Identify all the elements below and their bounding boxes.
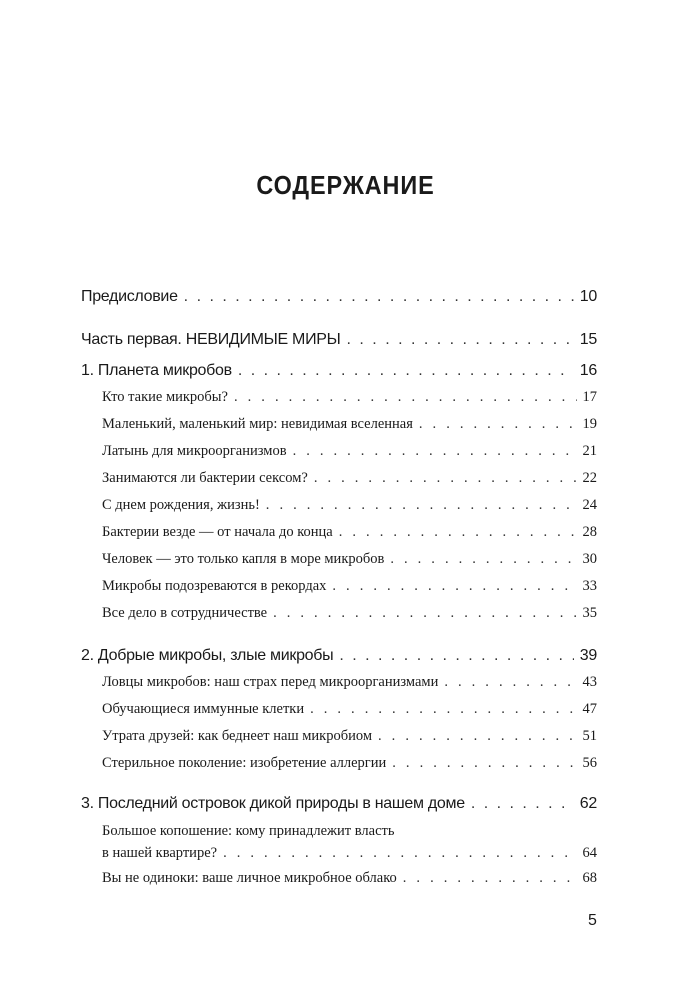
toc-subentry[interactable] [102, 443, 597, 460]
toc-entry-page: 19 [582, 416, 597, 432]
toc-entry-page: 43 [582, 674, 597, 690]
toc-subentry[interactable] [102, 524, 597, 541]
toc-entry-title: Обучающиеся иммунные клетки [102, 701, 305, 717]
toc-entry-page: 39 [579, 647, 597, 664]
dot-leader [314, 470, 577, 487]
toc-entry-title: Стерильное поколение: изобретение аллергии [102, 755, 387, 771]
toc-entry-page: 51 [582, 728, 597, 744]
dot-leader [378, 728, 576, 745]
dot-leader [403, 870, 577, 887]
dot-leader [392, 755, 576, 772]
dot-leader [419, 416, 577, 433]
toc-entry-title-line1: Большое копошение: кому принадлежит власть [102, 823, 395, 839]
toc-subentry[interactable] [102, 701, 597, 718]
dot-leader [339, 524, 577, 541]
toc-entry-title: 2. Добрые микробы, злые микробы [81, 647, 334, 664]
dot-leader [471, 795, 574, 813]
toc-entry-title: Кто такие микробы? [102, 389, 228, 405]
toc-entry-chapter-1[interactable] [81, 362, 597, 380]
toc-entry-page: 21 [582, 443, 597, 459]
toc-subentry[interactable] [102, 870, 597, 887]
dot-leader [234, 389, 577, 406]
toc-entry-page: 35 [582, 605, 597, 621]
toc-entry-page: 10 [579, 288, 597, 305]
toc-entry-title: Микробы подозреваются в рекордах [102, 578, 327, 594]
dot-leader [332, 578, 576, 595]
dot-leader [266, 497, 577, 514]
toc-entry-page: 24 [582, 497, 597, 513]
toc-entry-page: 30 [582, 551, 597, 567]
toc-entry-page: 68 [582, 870, 597, 886]
toc-entry-title: Утрата друзей: как беднеет наш микробиом [102, 728, 373, 744]
toc-entry-title: Ловцы микробов: наш страх перед микроорганизмами [102, 674, 439, 690]
dot-leader [184, 288, 574, 306]
toc-entry-chapter-3[interactable] [81, 795, 597, 813]
toc-entry-page: 56 [582, 755, 597, 771]
toc-subentry[interactable] [102, 470, 597, 487]
page-title: СОДЕРЖАНИЕ [256, 170, 435, 200]
toc-entry-title: Человек — это только капля в море микробов [102, 551, 385, 567]
toc-subentry[interactable] [102, 551, 597, 568]
dot-leader [293, 443, 577, 460]
toc-entry-title-line2: в нашей квартире? [102, 845, 218, 861]
dot-leader [310, 701, 576, 718]
toc-subentry[interactable] [102, 497, 597, 514]
toc-subentry[interactable] [102, 578, 597, 595]
toc-entry-title: 3. Последний островок дикой природы в нашем доме [81, 795, 465, 812]
toc-entry-page: 33 [582, 578, 597, 594]
page-number: 5 [588, 912, 597, 929]
dot-leader [339, 647, 573, 665]
toc-entry-title: Латынь для микроорганизмов [102, 443, 287, 459]
toc-subentry[interactable] [102, 728, 597, 745]
toc-subentry[interactable] [102, 605, 597, 622]
toc-subentry[interactable] [102, 416, 597, 433]
toc-entry-title: Предисловие [81, 288, 178, 305]
toc-entry-title: Вы не одиноки: ваше личное микробное облако [102, 870, 397, 886]
toc-entry-part-one[interactable] [81, 331, 597, 349]
dot-leader [273, 605, 576, 622]
toc-entry-page: 15 [579, 331, 597, 348]
toc-entry-title: Все дело в сотрудничестве [102, 605, 268, 621]
toc-entry-title: С днем рождения, жизнь! [102, 497, 260, 513]
toc-entry-page: 17 [582, 389, 597, 405]
toc-entry-page: 62 [579, 795, 597, 812]
dot-leader [238, 362, 574, 380]
toc-entry-title: 1. Планета микробов [81, 362, 232, 379]
toc-subentry[interactable] [102, 755, 597, 772]
toc-entry-page: 28 [582, 524, 597, 540]
toc-entry-title: Маленький, маленький мир: невидимая вселенная [102, 416, 413, 432]
toc-entry-title: Бактерии везде — от начала до конца [102, 524, 333, 540]
toc-entry-chapter-2[interactable] [81, 647, 597, 665]
dot-leader [444, 674, 576, 691]
toc-entry-page: 47 [582, 701, 597, 717]
toc-entry-preface[interactable] [81, 288, 597, 306]
toc-subentry[interactable] [102, 389, 597, 406]
dot-leader [223, 842, 576, 864]
toc-entry-page: 64 [582, 845, 597, 861]
toc-entry-title: Часть первая. НЕВИДИМЫЕ МИРЫ [81, 331, 341, 348]
toc-entry-page: 22 [582, 470, 597, 486]
toc-entry-page: 16 [579, 362, 597, 379]
toc-subentry[interactable] [102, 674, 597, 691]
toc-subentry-twoline[interactable] [102, 820, 597, 864]
dot-leader [347, 331, 574, 349]
toc-entry-title: Занимаются ли бактерии сексом? [102, 470, 308, 486]
dot-leader [390, 551, 576, 568]
